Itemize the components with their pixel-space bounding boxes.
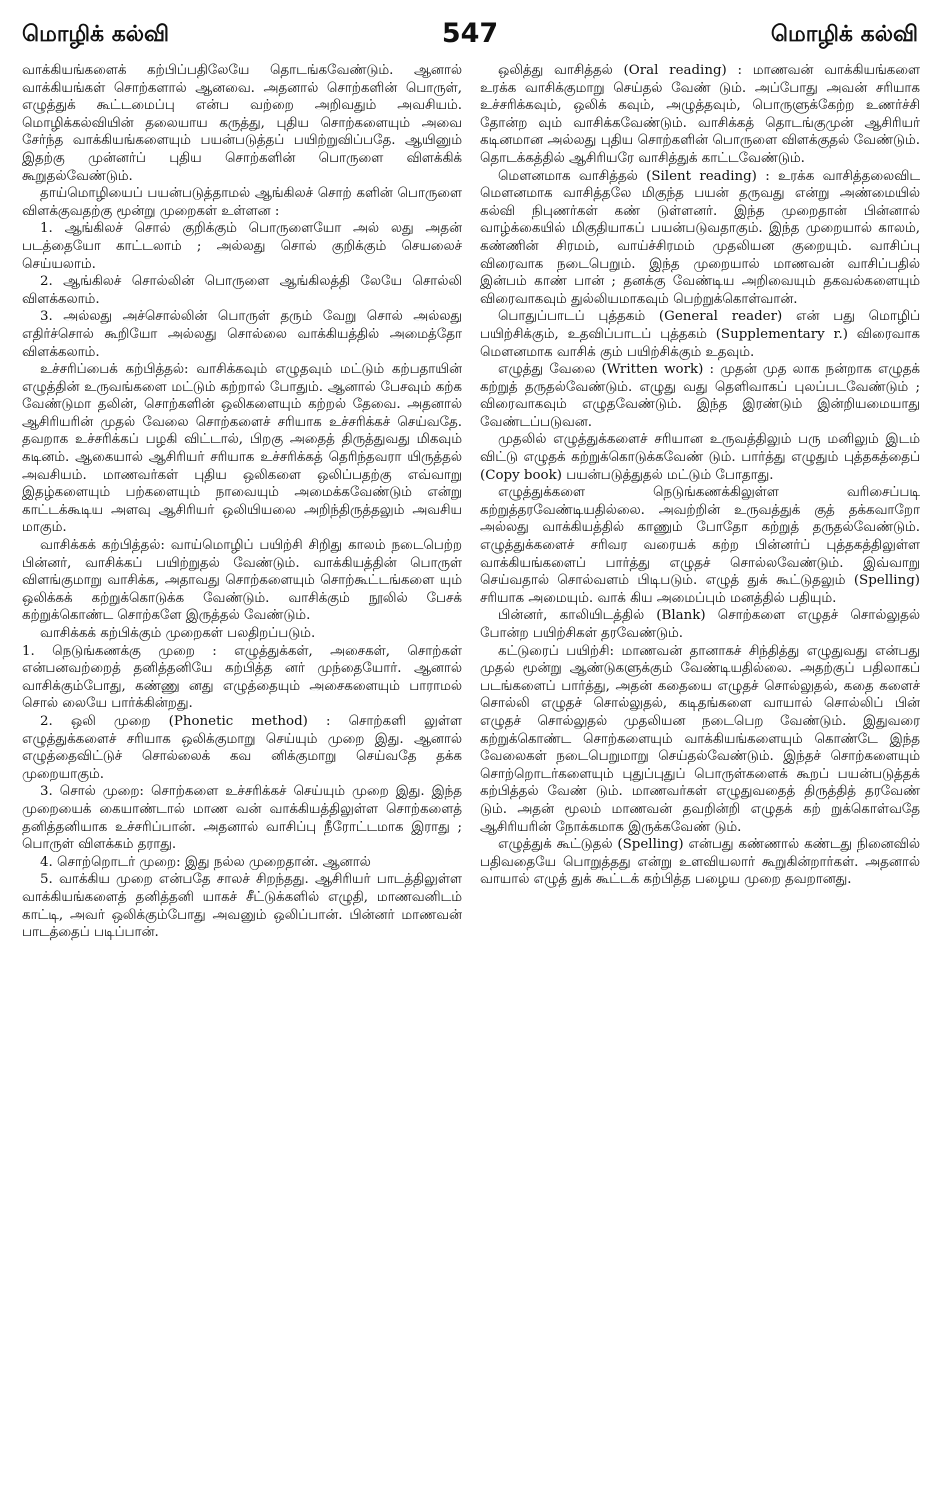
paragraph: பொதுப்பாடப் புத்தகம் (General reader) என் பது மொழிப் பயிற்சிக்கும், உதவிப்பாடப் புத்தகம் (Supplementary r.) விரைவாக மௌனமாக வாசிக் கும் பயிற்சிக்கும் உதவும். xyxy=(480,309,920,360)
page-number: 547 xyxy=(441,18,499,49)
paragraph: கட்டுரைப் பயிற்சி: மாணவன் தானாகச் சிந்தித்து எழுதுவது என்பது முதல் மூன்று ஆண்டுகளுக்கும் வேண்டியதில்லை. அதற்குப் பதிலாகப் படங்களைப் பார்த்து, அதன் கதையை எழுதச் சொல்லுதல், கதை களைச் சொல்லி எழுதச் சொல்லுதல், கடிதங்களை வாயால் சொல்லிப் பின் எழுதச் சொல்லுதல் முதலியன நடைபெற வேண்டும். இதுவரை கற்றுக்கொண்ட சொற்களையும் வாக்கியங்களையும் கொண்டே இந்த வேலைகள் நடைபெறுமாறு செய்தல்வேண்டும். இந்தச் சொற்களையும் சொற்றொடர்களையும் புதுப்புதுப் பொருள்களைக் கூறப் பயன்படுத்தக் கற்பித்தல் வேண் டும். மாணவர்கள் எழுதுவதைத் திருத்தித் தரவேண் டும். அதன் மூலம் மாணவன் தவறின்றி எழுதக் கற் றுக்கொள்வதே ஆசிரியரின் நோக்கமாக இருக்கவேண் டும். xyxy=(480,643,920,835)
right-column xyxy=(480,62,920,889)
paragraph: மௌனமாக வாசித்தல் (Silent reading) : உரக்க வாசித்தலைவிட மௌனமாக வாசித்தலே மிகுந்த பயன் தருவது என்று அண்மையில் கல்வி நிபுணர்கள் கண் டுள்ளனர். இந்த முறைதான் பின்னால் வாழ்க்கையில் மிகுதியாகப் பயன்படுவதாகும். இந்த முறையால் காலம், கண்ணின் சிரமம், வாய்ச்சிரமம் முதலியன குறையும். வாசிப்பு விரைவாக நடைபெறும். இந்த முறையால் மாணவன் வாசிப்பதில் இன்பம் காண் பான் ; தனக்கு வேண்டிய அறிவையும் தகவல்களையும் விரைவாகவும் துல்லியமாகவும் பெற்றுக்கொள்வான். xyxy=(480,168,920,307)
running-head-right: மொழிக் கல்வி xyxy=(770,22,918,47)
paragraph: 1. நெடுங்கணக்கு முறை : எழுத்துக்கள், அசைகள், சொற்கள் என்பனவற்றைத் தனித்தனியே கற்பித்த னர் முந்தையோர். ஆனால் வாசிக்கும்போது, கண்ணு னது எழுத்தையும் அசைகளையும் பாராமல் சொல் லையே பார்க்கின்றது. xyxy=(22,643,462,712)
running-head-left: மொழிக் கல்வி xyxy=(22,22,170,47)
paragraph: முதலில் எழுத்துக்களைச் சரியான உருவத்திலும் பரு மனிலும் இடம் விட்டு எழுதக் கற்றுக்கொடுக்கவேண் டும். பார்த்து எழுதும் புத்தகத்தைப் (Copy book) பயன்படுத்துதல் மட்டும் போதாது. xyxy=(480,432,920,483)
paragraph: பின்னர், காலியிடத்தில் (Blank) சொற்களை எழுதச் சொல்லுதல் போன்ற பயிற்சிகள் தரவேண்டும். xyxy=(480,608,920,641)
paragraph: உச்சரிப்பைக் கற்பித்தல்: வாசிக்கவும் எழுதவும் மட்டும் கற்பதாயின் எழுத்தின் உருவங்களை மட்டும் கற்றால் போதும். ஆனால் பேசவும் கற்க வேண்டுமா தலின், சொற்களின் ஒலிகளையும் கற்றல் தேவை. அதனால் ஆசிரியரின் முதல் வேலை சொற்களைச் சரியாக உச்சரிக்கச் செய்வதே. தவறாக உச்சரிக்கப் பழகி விட்டால், பிறகு அதைத் திருத்துவது மிகவும் கடினம். ஆகையால் ஆசிரியர் சரியாக உச்சரிக்கத் தெரிந்தவரா யிருத்தல் அவசியம். மாணவர்கள் புதிய ஒலிகளை ஒலிப்பதற்கு எவ்வாறு இதழ்களையும் பற்களையும் நாவையும் அமைக்கவேண்டும் என்று காட்டக்கூடிய அளவு ஆசிரியர் ஒலியியலை அறிந்திருத்தலும் அவசிய மாகும். xyxy=(22,362,462,536)
paragraph: தாய்மொழியைப் பயன்படுத்தாமல் ஆங்கிலச் சொற் களின் பொருளை விளக்குவதற்கு மூன்று முறைகள் உள்ளன : xyxy=(22,186,462,219)
paragraph: வாசிக்கக் கற்பிக்கும் முறைகள் பலதிறப்படும். xyxy=(40,626,316,641)
paragraph: 5. வாக்கிய முறை என்பதே சாலச் சிறந்தது. ஆசிரியர் பாடத்திலுள்ள வாக்கியங்களைத் தனித்தனி யாகச் சீட்டுக்களில் எழுதி, மாணவனிடம் காட்டி, அவர் ஒலிக்கும்போது அவனும் ஒலிப்பான். பின்னர் மாணவன் பாடத்தைப் படிப்பான். xyxy=(22,872,462,941)
paragraph: 2. ஆங்கிலச் சொல்லின் பொருளை ஆங்கிலத்தி லேயே சொல்லி விளக்கலாம். xyxy=(22,274,462,307)
paragraph: எழுத்து வேலை (Written work) : முதன் முத லாக நன்றாக எழுதக் கற்றுத் தருதல்வேண்டும். எழுது வது தெளிவாகப் புலப்படவேண்டும் ; விரைவாகவும் எழுதவேண்டும். இந்த இரண்டும் இன்றியமையாது வேண்டப்படுவன. xyxy=(480,362,920,430)
paragraph: வாசிக்கக் கற்பித்தல்: வாய்மொழிப் பயிற்சி சிறிது காலம் நடைபெற்ற பின்னர், வாசிக்கப் பயிற்றுதல் வேண்டும். வாக்கியத்தின் பொருள் விளங்குமாறு வாசிக்க, அதாவது சொற்களையும் சொற்கூட்டங்களை யும் ஒலிக்கக் கற்றுக்கொடுக்க வேண்டும். வாசிக்கும் நூலில் பேசக் கற்றுக்கொண்ட சொற்களே இருத்தல் வேண்டும். xyxy=(22,538,462,624)
paragraph: எழுத்துக் கூட்டுதல் (Spelling) என்பது கண்ணால் கண்டது நினைவில் பதிவதையே பொறுத்தது என்று உளவியலார் கூறுகின்றார்கள். அதனால் வாயால் எழுத் துக் கூட்டக் கற்பித்த பழைய முறை தவறானது. xyxy=(480,837,920,888)
paragraph: 4. சொற்றொடர் முறை: இது நல்ல முறைதான். ஆனால் xyxy=(40,854,371,870)
paragraph: எழுத்துக்களை நெடுங்கணக்கிலுள்ள வரிசைப்படி கற்றுத்தரவேண்டியதில்லை. அவற்றின் உருவத்துக் குத் தக்கவாறோ அல்லது வாக்கியத்தில் காணும் போதோ கற்றுத் தருதல்வேண்டும். எழுத்துக்களைச் சரிவர வரையக் கற்ற பின்னர்ப் புத்தகத்திலுள்ள வாக்கியங்களைப் பார்த்து எழுதச் சொல்லவேண்டும். இவ்வாறு செய்வதால் சொல்வளம் பிடிபடும். எழுத் துக் கூட்டுதலும் (Spelling) சரியாக அமையும். வாக் கிய அமைப்பும் மனத்தில் பதியும். xyxy=(480,485,920,606)
page-header xyxy=(22,18,918,56)
paragraph: வாக்கியங்களைக் கற்பிப்பதிலேயே தொடங்கவேண்டும். ஆனால் வாக்கியங்கள் சொற்களால் ஆனவை. அதனால் சொற்களின் பொருள், எழுத்துக் கூட்டமைப்பு என்ப வற்றை அறிவதும் அவசியம். மொழிக்கல்வியின் தலையாய கருத்து, புதிய சொற்களையும் அவை சேர்ந்த வாக்கியங்களையும் பயன்படுத்தப் பயிற்றுவிப்பதே. ஆயினும் இதற்கு முன்னர்ப் புதிய சொற்களின் பொருளை விளக்கிக் கூறுதல்வேண்டும். xyxy=(22,63,462,184)
paragraph: 3. சொல் முறை: சொற்களை உச்சரிக்கச் செய்யும் முறை இது. இந்த முறையைக் கையாண்டால் மாண வன் வாக்கியத்திலுள்ள சொற்களைத் தனித்தனியாக உச்சரிப்பான். அதனால் வாசிப்பு நீரோட்டமாக இராது ; பொருள் விளக்கம் தராது. xyxy=(22,784,462,853)
paragraph: 3. அல்லது அச்சொல்லின் பொருள் தரும் வேறு சொல் அல்லது எதிர்ச்சொல் கூறியோ அல்லது சொல்லை வாக்கியத்தில் அமைத்தோ விளக்கலாம். xyxy=(22,309,462,360)
paragraph: ஒலித்து வாசித்தல் (Oral reading) : மாணவன் வாக்கியங்களை உரக்க வாசிக்குமாறு செய்தல் வேண் டும். அப்போது அவன் சரியாக உச்சரிக்கவும், ஒலிக் கவும், அழுத்தவும், பொருளுக்கேற்ற உணர்ச்சி தோன்ற வும் வாசிக்கவேண்டும். வாசிக்கத் தொடங்குமுன் ஆசிரியர் கடினமான அல்லது புதிய சொற்களின் பொருளை விளக்குதல் வேண்டும். தொடக்கத்தில் ஆசிரியரே வாசித்துக் காட்டவேண்டும். xyxy=(480,63,920,166)
paragraph: 1. ஆங்கிலச் சொல் குறிக்கும் பொருளையோ அல் லது அதன் படத்தையோ காட்டலாம் ; அல்லது சொல் குறிக்கும் செயலைச் செய்யலாம். xyxy=(22,221,462,272)
paragraph: 2. ஒலி முறை (Phonetic method) : சொற்களி லுள்ள எழுத்துக்களைச் சரியாக ஒலிக்குமாறு செய்யும் முறை இது. ஆனால் எழுத்தைவிட்டுச் சொல்லைக் கவ னிக்குமாறு செய்வதே தக்க முறையாகும். xyxy=(22,713,462,782)
left-column xyxy=(22,62,462,942)
